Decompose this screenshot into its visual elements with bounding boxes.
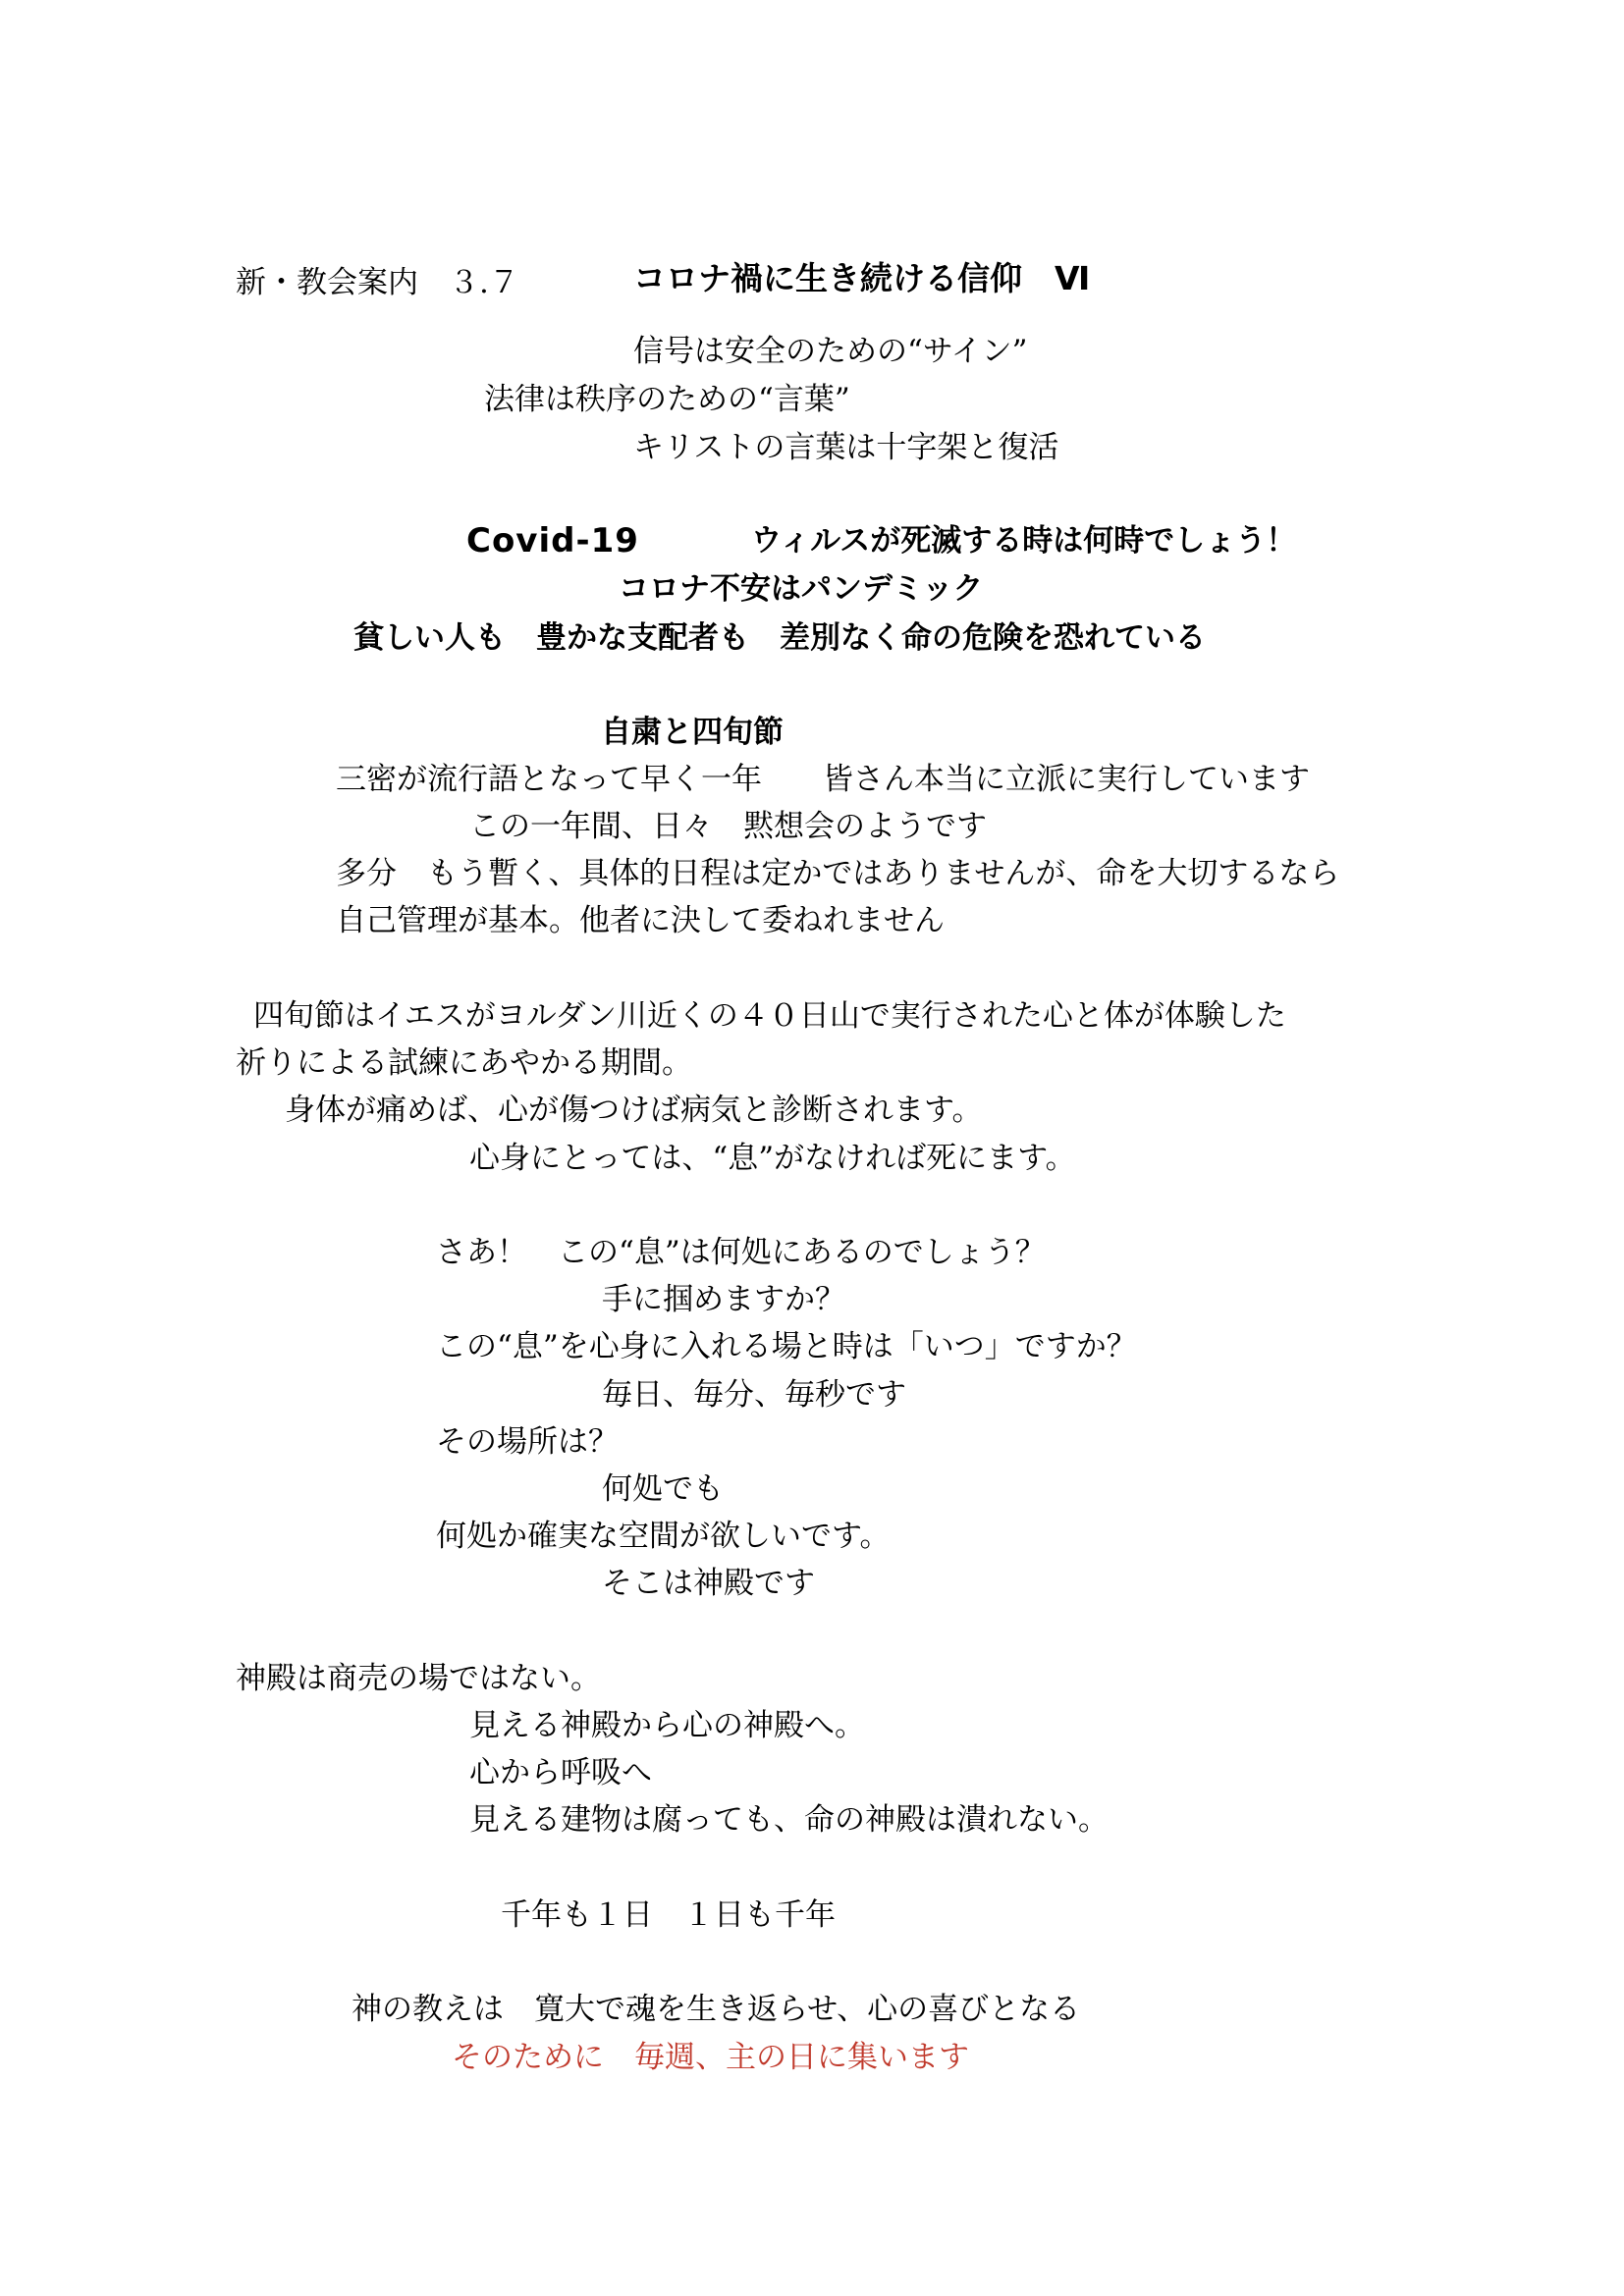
section-title: 自粛と四旬節	[601, 715, 784, 750]
paragraph2-line-3: 身体が痛めば、心が傷つけば病気と診断されます。	[285, 1093, 983, 1128]
intro-line-1: 信号は安全のための“サイン”	[633, 334, 1028, 369]
covid-label: Covid-19	[466, 521, 639, 561]
header-label: 新・教会案内 ３.７	[236, 265, 519, 300]
paragraph1-line-2: この一年間、日々 黙想会のようです	[469, 809, 987, 844]
intro-line-2: 法律は秩序のための“言葉”	[484, 382, 850, 417]
thousand-years-line: 千年も１日 １日も千年	[501, 1897, 836, 1933]
paragraph2-line-1: 四旬節はイエスがヨルダン川近くの４０日山で実行された心と体が体験した	[253, 998, 1286, 1034]
dialogue-line-8: そこは神殿です	[602, 1566, 815, 1601]
covid-question: ウィルスが死滅する時は何時でしょう！	[751, 523, 1297, 559]
covid-line-2: コロナ不安はパンデミック	[619, 571, 984, 607]
paragraph1-line-1: 三密が流行語となって早く一年 皆さん本当に立派に実行しています	[336, 762, 1310, 797]
paragraph1-line-4: 自己管理が基本。他者に決して委ねれません	[336, 903, 945, 938]
temple-line-4: 見える建物は腐っても、命の神殿は潰れない。	[469, 1802, 1109, 1838]
closing-red-line: そのために 毎週、主の日に集います	[452, 2040, 969, 2075]
page-title: コロナ禍に生き続ける信仰 Ⅵ	[633, 259, 1091, 297]
paragraph2-line-4: 心身にとっては、“息”がなければ死にます。	[469, 1141, 1076, 1176]
intro-line-3: キリストの言葉は十字架と復活	[633, 430, 1059, 465]
dialogue-line-2: 手に掴めますか？	[602, 1282, 845, 1317]
temple-line-1: 神殿は商売の場ではない。	[236, 1661, 601, 1696]
dialogue-line-7: 何処か確実な空間が欲しいです。	[436, 1519, 891, 1554]
dialogue-line-6: 何処でも	[602, 1471, 724, 1507]
paragraph2-line-2: 祈りによる試練にあやかる期間。	[236, 1045, 692, 1081]
dialogue-line-1: さあ！ この“息”は何処にあるのでしょう？	[436, 1235, 1046, 1270]
dialogue-line-3: この“息”を心身に入れる場と時は「いつ」ですか？	[436, 1329, 1137, 1364]
dialogue-line-4: 毎日、毎分、毎秒です	[602, 1377, 906, 1413]
paragraph1-line-3: 多分 もう暫く、具体的日程は定かではありませんが、命を大切するなら	[336, 856, 1340, 891]
closing-line: 神の教えは 寛大で魂を生き返らせ、心の喜びとなる	[352, 1992, 1081, 2027]
temple-line-2: 見える神殿から心の神殿へ。	[469, 1708, 865, 1743]
covid-line-3: 貧しい人も 豊かな支配者も 差別なく命の危険を恐れている	[353, 620, 1206, 656]
dialogue-line-5: その場所は？	[436, 1424, 619, 1460]
temple-line-3: 心から呼吸へ	[469, 1755, 652, 1790]
